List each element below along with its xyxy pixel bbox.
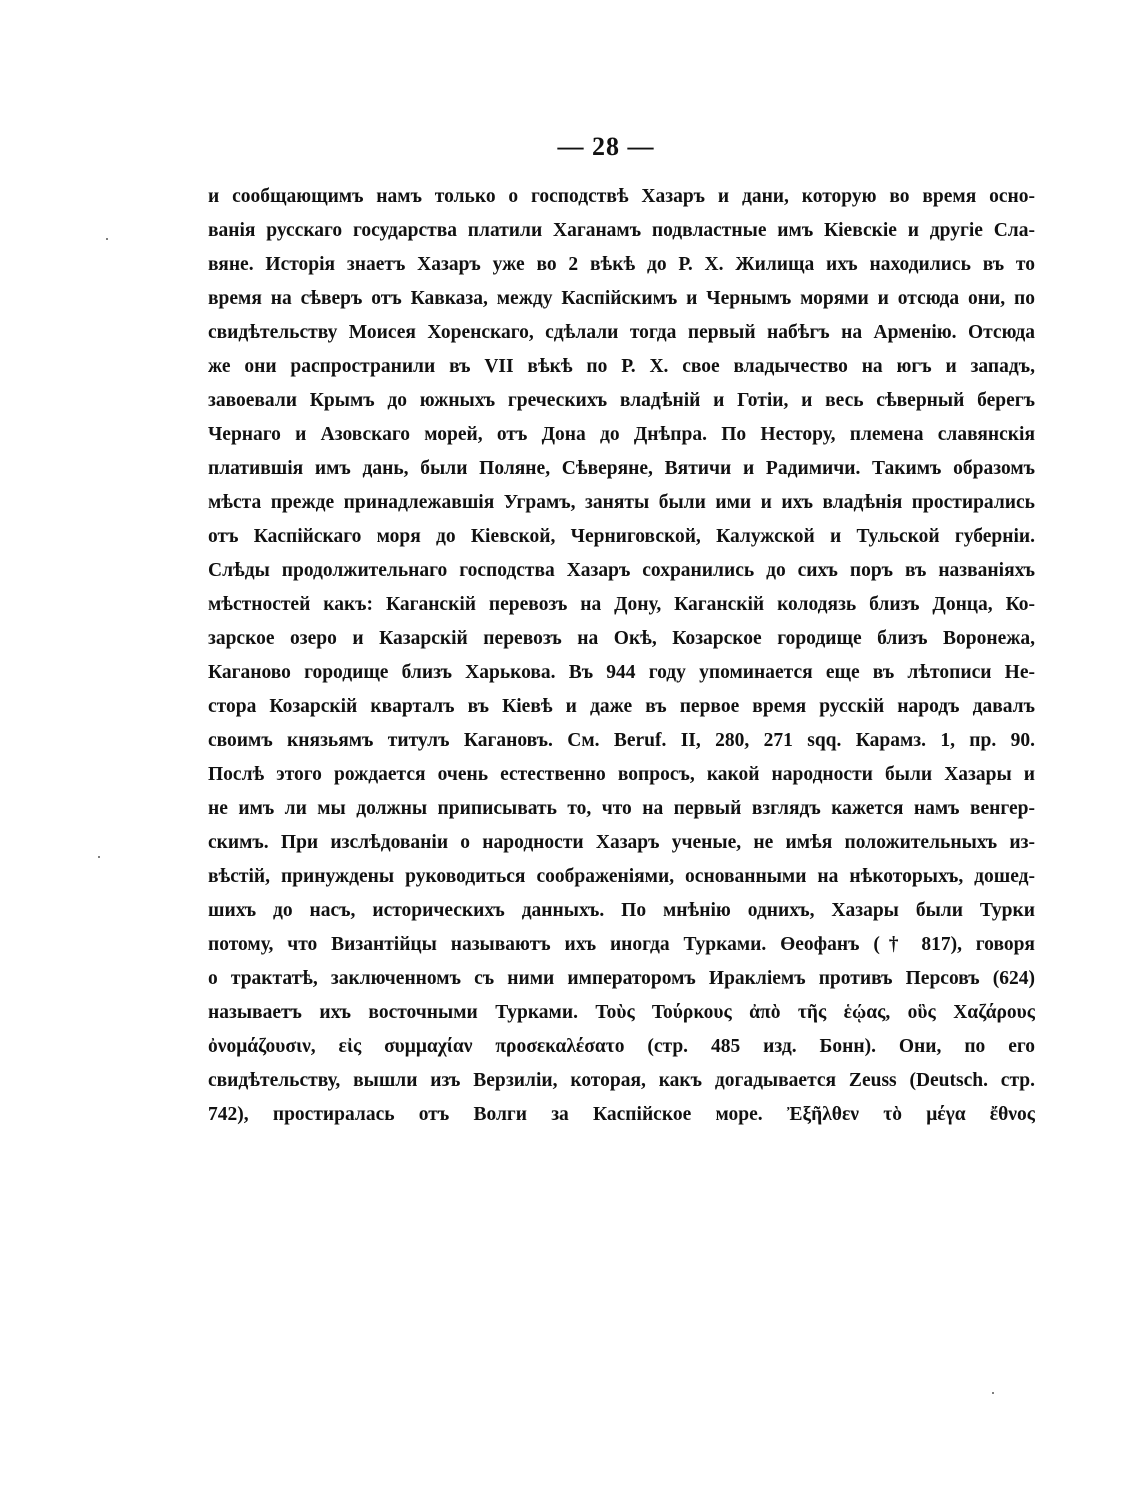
text-line-17: своимъ князьямъ титулъ Кагановъ. См. Beruf. II, 280, 271 sqq. Карамз. 1, пр. 90. <box>208 730 1035 751</box>
text-line-7: завоевали Крымъ до южныхъ греческихъ владѣній и Готіи, и весь сѣверный берегъ <box>208 390 1035 411</box>
text-line-24: о трактатѣ, заключенномъ съ ними императоромъ Иракліемъ противъ Персовъ (624) <box>208 968 1035 989</box>
text-line-11: отъ Каспійскаго моря до Кіевской, Черниговской, Калужской и Тульской губерніи. <box>208 526 1035 547</box>
text-line-9: платившія имъ дань, были Поляне, Сѣверяне, Вятичи и Радимичи. Такимъ образомъ <box>208 458 1035 479</box>
body-text <box>208 180 1035 1132</box>
text-line-19: не имъ ли мы должны приписывать то, что на первый взглядъ кажется намъ венгер- <box>208 798 1035 819</box>
text-line-5: свидѣтельству Моисея Хоренскаго, сдѣлали тогда первый набѣгъ на Арменію. Отсюда <box>208 322 1035 343</box>
text-line-13: мѣстностей какъ: Каганскій перевозъ на Дону, Каганскій колодязь близъ Донца, Ко- <box>208 594 1035 615</box>
text-line-27: свидѣтельству, вышли изъ Верзиліи, которая, какъ догадывается Zeuss (Deutsch. стр. <box>208 1070 1035 1091</box>
scan-speck <box>98 856 100 858</box>
text-line-18: Послѣ этого рождается очень естественно вопросъ, какой народности были Хазары и <box>208 764 1035 785</box>
page-number: — 28 — <box>557 132 655 161</box>
text-line-14: зарское озеро и Казарскій перевозъ на Окѣ, Козарское городище близъ Воронежа, <box>208 628 1035 649</box>
text-line-8: Чернаго и Азовскаго морей, отъ Дона до Днѣпра. По Нестору, племена славянскія <box>208 424 1035 445</box>
text-line-6: же они распространили въ VII вѣкѣ по Р. Х. свое владычество на югъ и западъ, <box>208 356 1035 377</box>
text-line-15: Каганово городище близъ Харькова. Въ 944 году упоминается еще въ лѣтописи Не- <box>208 662 1035 683</box>
text-line-3: вяне. Исторія знаетъ Хазаръ уже во 2 вѣкѣ до Р. Х. Жилища ихъ находились въ то <box>208 254 1035 275</box>
text-line-21: вѣстій, принуждены руководиться соображеніями, основанными на нѣкоторыхъ, дошед- <box>208 866 1035 887</box>
text-line-25: называетъ ихъ восточными Турками. Τοὺς Τούρκους ἀπὸ τῆς ἑῴας, οὓς Χαζάρους <box>208 1002 1035 1023</box>
scan-speck <box>106 238 108 240</box>
text-line-12: Слѣды продолжительнаго господства Хазаръ сохранились до сихъ поръ въ названіяхъ <box>208 560 1035 581</box>
text-line-10: мѣста прежде принадлежавшія Уграмъ, заняты были ими и ихъ владѣнія простирались <box>208 492 1035 513</box>
text-line-26: ὀνομάζουσιν, εἰς συμμαχίαν προσεκαλέσατο (стр. 485 изд. Бонн). Они, по его <box>208 1036 1035 1057</box>
scan-speck <box>992 1392 994 1394</box>
text-line-2: ванія русскаго государства платили Хаганамъ подвластные имъ Кіевскіе и другіе Сла- <box>208 220 1035 241</box>
text-line-28: 742), простиралась отъ Волги за Каспійское море. Ἐξῆλθεν τὸ μέγα ἔθνος <box>208 1104 1035 1125</box>
text-line-4: время на сѣверъ отъ Кавказа, между Каспійскимъ и Чернымъ морями и отсюда они, по <box>208 288 1035 309</box>
text-line-16: стора Козарскій кварталъ въ Кіевѣ и даже въ первое время русскій народъ давалъ <box>208 696 1035 717</box>
text-line-20: скимъ. При изслѣдованіи о народности Хазаръ ученые, не имѣя положительныхъ из- <box>208 832 1035 853</box>
text-line-23: потому, что Византійцы называютъ ихъ иногда Турками. Өеофанъ († 817), говоря <box>208 934 1035 955</box>
text-line-1: и сообщающимъ намъ только о господствѣ Хазаръ и дани, которую во время осно- <box>208 186 1035 207</box>
text-line-22: шихъ до насъ, историческихъ данныхъ. По мнѣнію однихъ, Хазары были Турки <box>208 900 1035 921</box>
